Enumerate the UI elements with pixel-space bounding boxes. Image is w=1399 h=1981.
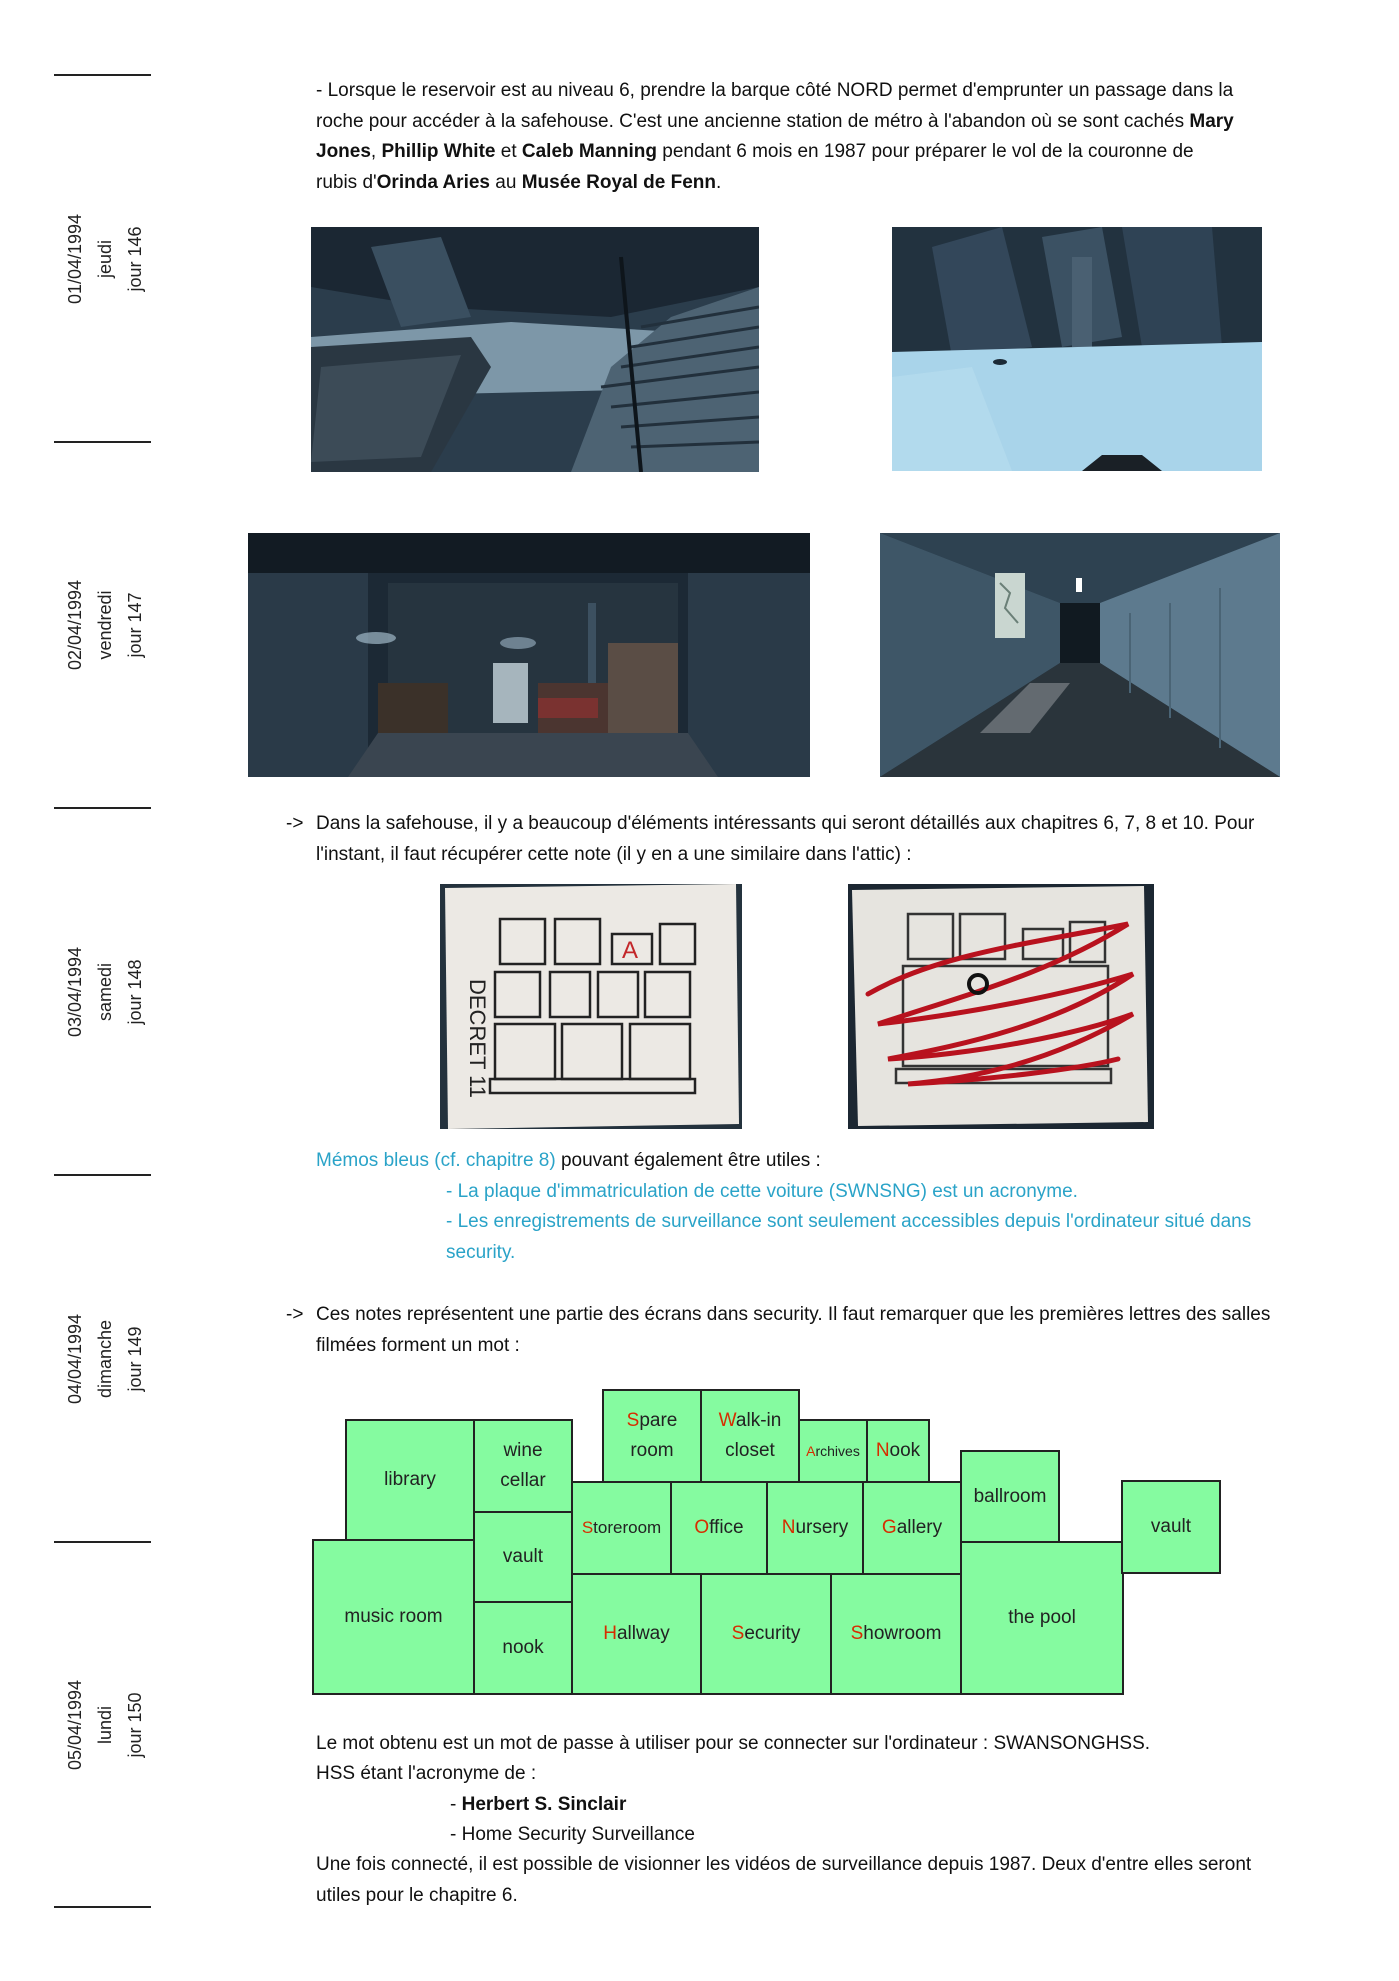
safehouse-paragraph: Dans la safehouse, il y a beaucoup d'éléments intéressants qui seront détaillés aux chapitres 6, 7, 8 et 10. Pour l'instant, il faut récupérer cette note (il y en a une similaire dans l'attic) : [316,813,1255,865]
hss-item-2: - Home Security Surveillance [450,1824,695,1845]
day-number: jour 146 [125,226,145,292]
name-caleb-manning: Caleb Manning [521,141,658,162]
day-date: 03/04/1994 [65,946,85,1038]
day-label-148 [55,907,155,1077]
timeline-divider [54,441,151,443]
room-the-pool: the pool [960,1541,1124,1695]
room-music-room: music room [312,1539,475,1695]
room-hallway: Hallway [571,1573,702,1695]
screenshot-safehouse-room [248,533,810,777]
room-nook: Nook [866,1419,930,1483]
name-orinda-aries: Orinda Aries [376,171,490,193]
bullet-arrow: -> [286,1304,304,1325]
room-vault-left: vault [473,1511,573,1603]
timeline-divider [54,807,151,809]
day-number: jour 149 [125,1326,145,1392]
room-nursery: Nursery [766,1481,864,1575]
memos-heading: Mémos bleus (cf. chapitre 8) pouvant également être utiles : [316,1150,821,1171]
day-date: 02/04/1994 [65,579,85,671]
day-weekday: samedi [95,962,115,1022]
day-label-149 [55,1274,155,1444]
day-date: 01/04/1994 [65,213,85,305]
memo-item-1: - La plaque d'immatriculation de cette voiture (SWNSNG) est un acronyme. [446,1181,1078,1202]
screenshot-cave-water [892,227,1262,471]
day-date: 04/04/1994 [65,1313,85,1405]
conclusion-line-3: Une fois connecté, il est possible de visionner les vidéos de surveillance depuis 1987. Deux d'entre elles seront utiles pour le chapitre 6. [316,1854,1252,1906]
note-scrawl: DECRET 11 [465,979,490,1099]
day-weekday: vendredi [95,590,115,660]
hss-item-1: - Herbert S. Sinclair [450,1794,627,1815]
day-weekday: jeudi [95,239,115,279]
note-image-clean [440,884,742,1129]
conclusion-line-2: HSS étant l'acronyme de : [316,1763,537,1784]
name-mary-jones: Mary Jones [316,110,1234,162]
day-number: jour 150 [125,1692,145,1758]
day-label-147 [55,540,155,710]
room-gallery: Gallery [862,1481,962,1575]
room-spare-room: Spare room [602,1389,702,1483]
room-ballroom: ballroom [960,1450,1060,1543]
note-letter-a: A [622,937,639,964]
day-weekday: dimanche [95,1319,115,1399]
name-musee-royal: Musée Royal de Fenn [521,171,716,193]
day-number: jour 147 [125,592,145,658]
screenshot-boat-stairs [311,227,759,472]
timeline-divider [54,1906,151,1908]
screenshot-metro-corridor [880,533,1280,777]
room-office: Office [670,1481,768,1575]
room-library: library [345,1419,475,1541]
day-number: jour 148 [125,959,145,1025]
room-vault-right: vault [1121,1480,1221,1574]
day-label-146 [55,174,155,344]
room-wine-cellar: wine cellar [473,1419,573,1513]
room-security: Security [700,1573,832,1695]
timeline-divider [54,74,151,76]
hss-name: Herbert S. Sinclair [461,1794,627,1815]
timeline-divider [54,1174,151,1176]
room-storeroom: Storeroom [571,1481,672,1575]
room-showroom: Showroom [830,1573,962,1695]
day-label-150 [55,1640,155,1810]
name-phillip-white: Phillip White [381,141,496,162]
bullet-arrow: -> [286,813,304,834]
timeline-divider [54,1541,151,1543]
memos-heading-link: Mémos bleus (cf. chapitre 8) [316,1150,556,1171]
intro-paragraph: - Lorsque le reservoir est au niveau 6, prendre la barque côté NORD permet d'emprunter un passage dans la roche pour accéder à la safehouse. C'est une ancienne station de métro à l'abandon où se sont cachés Mary Jones, Phillip White et Caleb Manning pendant 6 mois en 1987 pour préparer le vol de la couronne de rubis d'Orinda Aries au Musée Royal de Fenn. [316,80,1234,193]
notes-paragraph: Ces notes représentent une partie des écrans dans security. Il faut remarquer que les premières lettres des salles filmées forment un mot : [316,1304,1271,1356]
day-weekday: lundi [95,1705,115,1745]
room-nook-small: nook [473,1601,573,1695]
memo-item-2: - Les enregistrements de surveillance sont seulement accessibles depuis l'ordinateur situé dans security. [446,1211,1252,1263]
room-archives: Archives [798,1419,868,1483]
conclusion-line-1: Le mot obtenu est un mot de passe à utiliser pour se connecter sur l'ordinateur : SWANSONGHSS. [316,1733,1151,1754]
room-walk-in-closet: Walk-in closet [700,1389,800,1483]
note-image-scribbled [848,884,1154,1129]
day-date: 05/04/1994 [65,1679,85,1771]
